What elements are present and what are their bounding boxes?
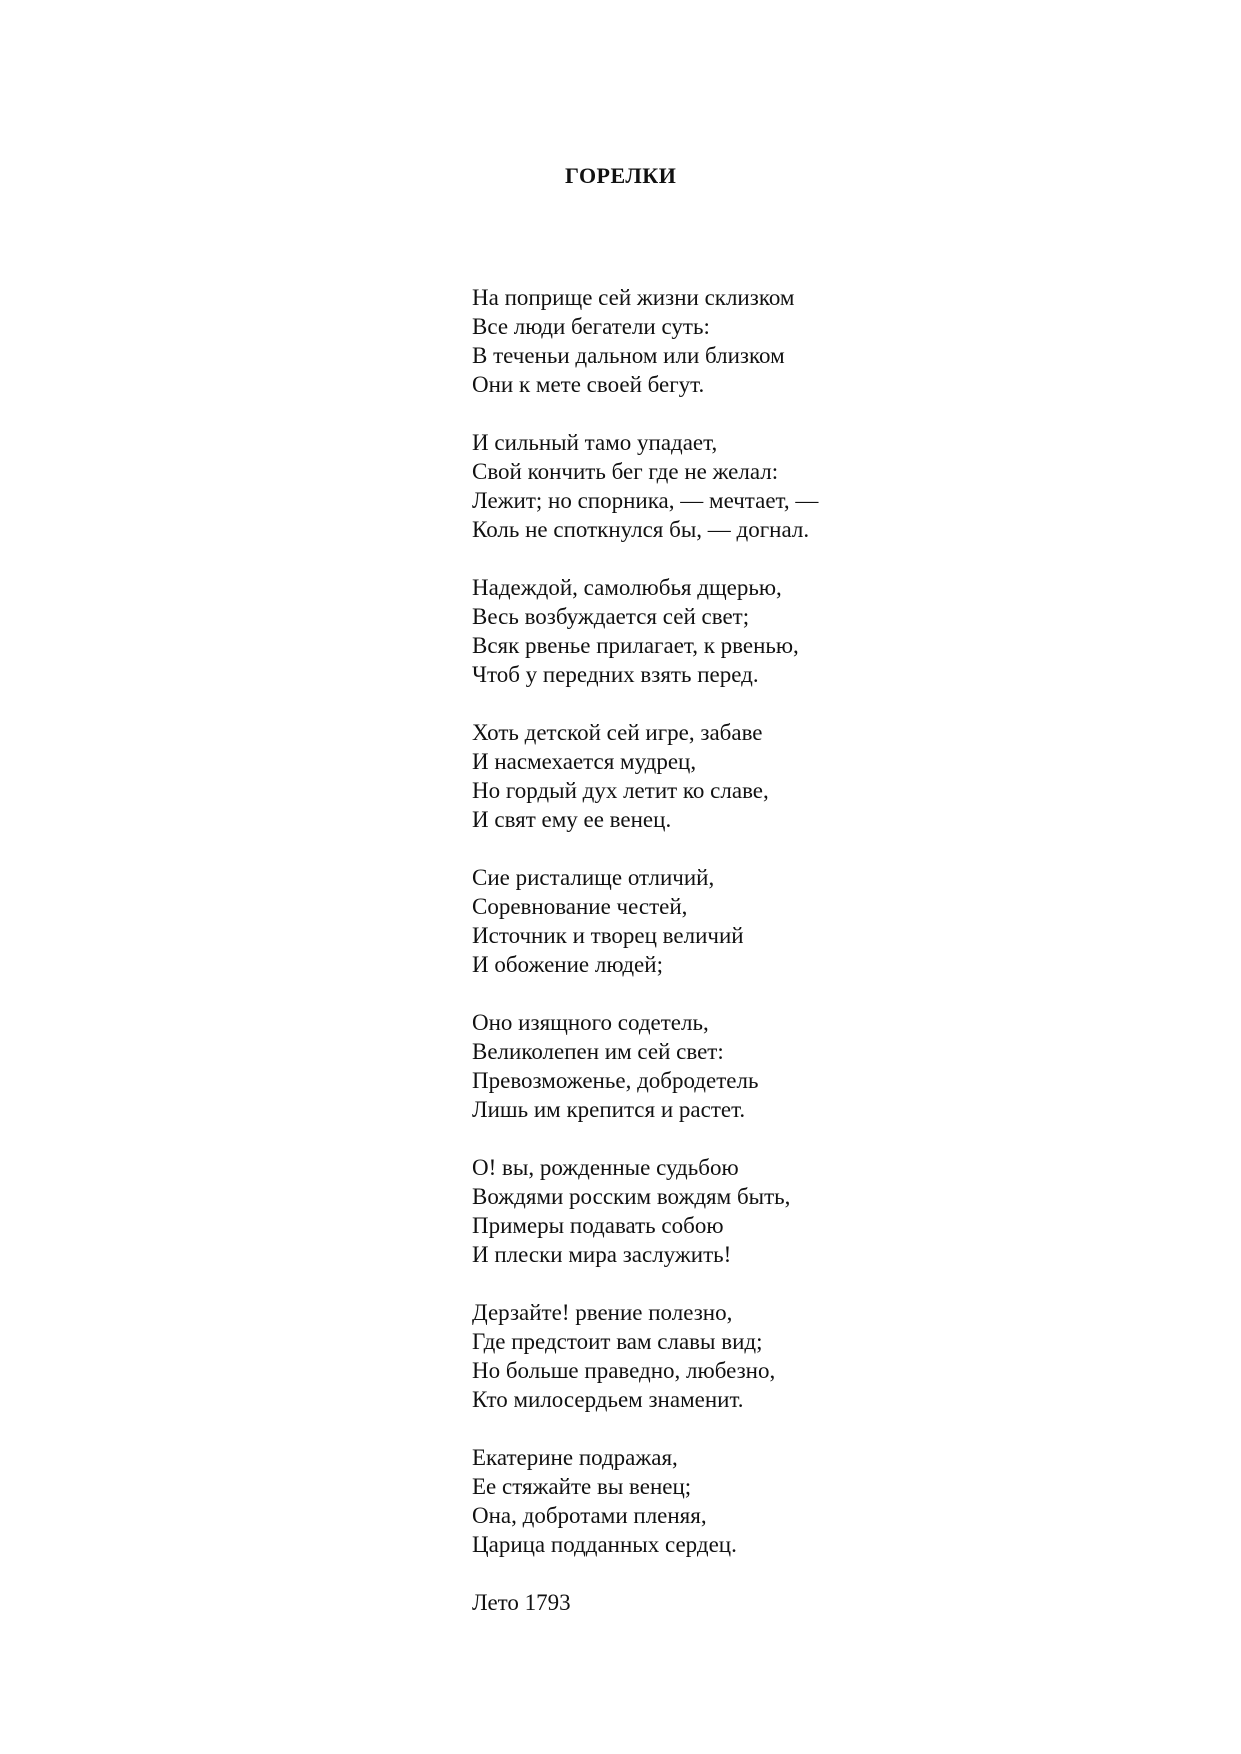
poem-line: Оно изящного содетель,: [472, 1010, 709, 1035]
poem-line: Но больше праведно, любезно,: [472, 1358, 776, 1383]
poem-line: Коль не споткнулся бы, — догнал.: [472, 517, 810, 542]
poem-line: Екатерине подражая,: [472, 1445, 678, 1470]
poem-line: Соревнование честей,: [472, 894, 688, 919]
poem-line: Сие ристалище отличий,: [472, 865, 715, 890]
stanza: [472, 1008, 818, 1124]
poem-line: И плески мира заслужить!: [472, 1242, 732, 1267]
stanza: [472, 718, 818, 834]
poem-line: О! вы, рожденные судьбою: [472, 1155, 739, 1180]
poem-body: [472, 283, 818, 1617]
stanza: [472, 1443, 818, 1559]
poem-line: Источник и творец величий: [472, 923, 744, 948]
poem-line: Примеры подавать собою: [472, 1213, 724, 1238]
poem-line: Кто милосердьем знаменит.: [472, 1387, 744, 1412]
poem-line: Великолепен им сей свет:: [472, 1039, 724, 1064]
poem-line: И насмехается мудрец,: [472, 749, 697, 774]
stanza: [472, 428, 818, 544]
poem-title: ГОРЕЛКИ: [565, 163, 677, 188]
poem-line: Хоть детской сей игре, забаве: [472, 720, 763, 745]
poem-line: Лишь им крепится и растет.: [472, 1097, 746, 1122]
poem-date: Лето 1793: [472, 1590, 571, 1615]
stanza: [472, 1153, 818, 1269]
poem-line: В теченьи дальном или близком: [472, 343, 785, 368]
poem-line: На поприще сей жизни склизком: [472, 285, 795, 310]
poem-line: Вождями росским вождям быть,: [472, 1184, 791, 1209]
poem-line: Свой кончить бег где не желал:: [472, 459, 779, 484]
stanza: [472, 573, 818, 689]
poem-line: Где предстоит вам славы вид;: [472, 1329, 763, 1354]
poem-line: Она, добротами пленяя,: [472, 1503, 707, 1528]
poem-line: Надеждой, самолюбья дщерью,: [472, 575, 782, 600]
stanza: [472, 863, 818, 979]
poem-line: Но гордый дух летит ко славе,: [472, 778, 769, 803]
poem-line: Ее стяжайте вы венец;: [472, 1474, 692, 1499]
poem-line: И обожение людей;: [472, 952, 663, 977]
poem-line: Лежит; но спорника, — мечтает, —: [472, 488, 819, 513]
poem-line: И свят ему ее венец.: [472, 807, 672, 832]
poem-line: Все люди бегатели суть:: [472, 314, 710, 339]
poem-line: И сильный тамо упадает,: [472, 430, 718, 455]
poem-line: Превозможенье, добродетель: [472, 1068, 759, 1093]
poem-line: Они к мете своей бегут.: [472, 372, 705, 397]
poem-line: Чтоб у передних взять перед.: [472, 662, 759, 687]
poem-line: Всяк рвенье прилагает, к рвенью,: [472, 633, 799, 658]
stanza: [472, 283, 818, 399]
poem-line: Весь возбуждается сей свет;: [472, 604, 750, 629]
poem-line: Дерзайте! рвение полезно,: [472, 1300, 733, 1325]
stanza: [472, 1298, 818, 1414]
poem-line: Царица подданных сердец.: [472, 1532, 737, 1557]
